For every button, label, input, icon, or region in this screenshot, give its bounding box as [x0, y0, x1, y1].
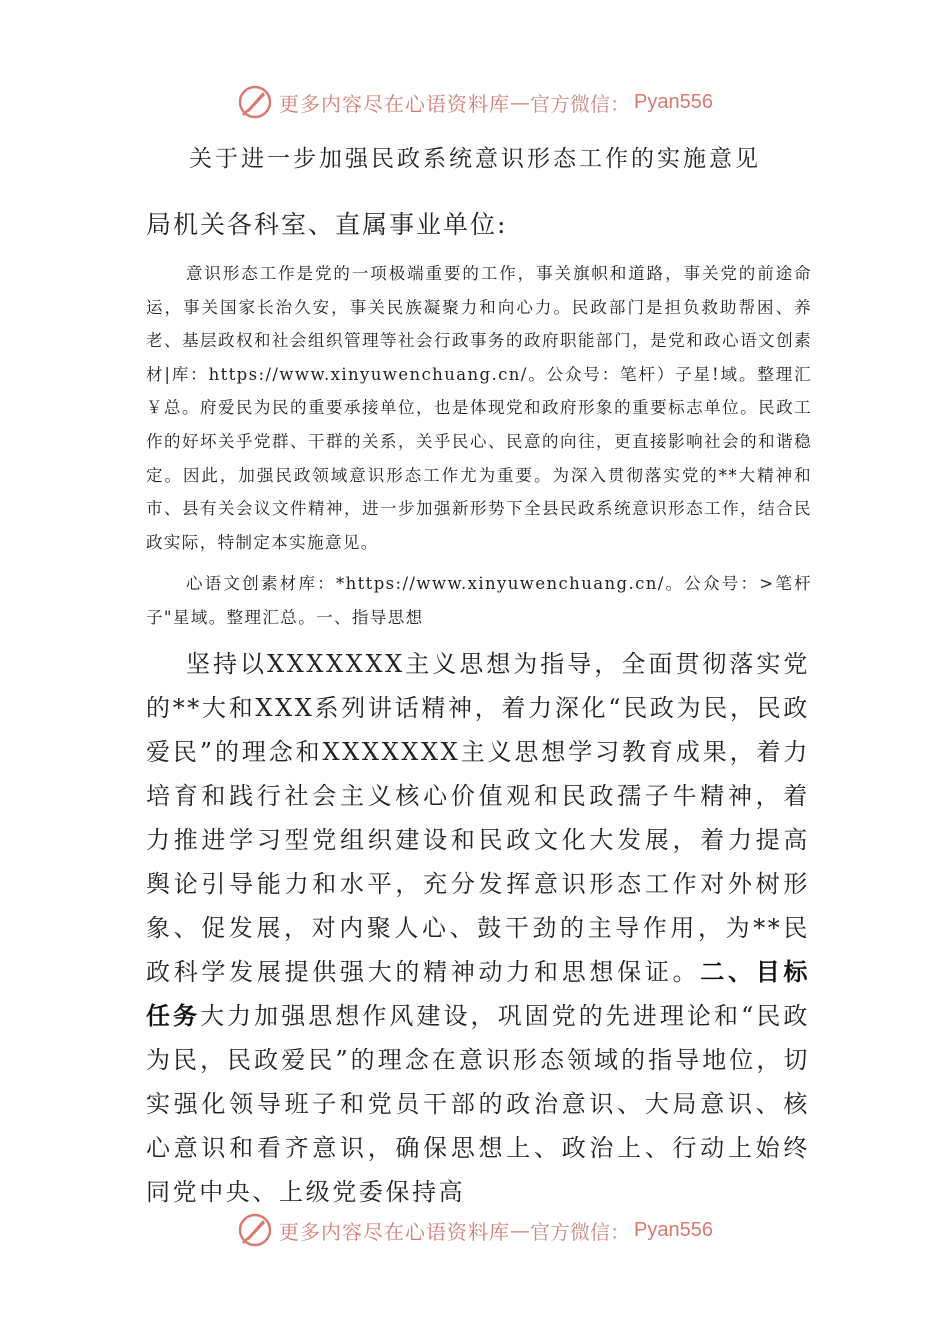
watermark-separator: —	[510, 1218, 531, 1242]
watermark-label: 官方微信：	[530, 1219, 631, 1244]
goals-text: 大力加强思想作风建设，巩固党的先进理论和“民政为民，民政爱民”的理念在意识形态领域的指导地位，切实强化领导班子和党员干部的政治意识、大局意识、核心意识和看齐意识，确保思想上、政治上、行动上始终同党中央、上级党委保持高	[146, 1002, 810, 1206]
paragraph-guiding-thought	[146, 642, 810, 1214]
paragraph-intro: 意识形态工作是党的一项极端重要的工作，事关旗帜和道路，事关党的前途命运，事关国家长治久安，事关民族凝聚力和向心力。民政部门是担负救助帮困、养老、基层政权和社会组织管理等社会行政事务的政府职能部门，是党和政心语文创素材|库：https://www.xinyuwenchuang.cn/。公众号：笔杆）子星!域。整理汇￥总。府爱民为民的重要承接单位，也是体现党和政府形象的重要标志单位。民政工作的好坏关乎党群、干群的关系，关乎民心、民意的向往，更直接影响社会的和谐稳定。因此，加强民政领域意识形态工作尤为重要。为深入贯彻落实党的**大精神和市、县有关会议文件精神，进一步加强新形势下全县民政系统意识形态工作，结合民政实际，特制定本实施意见。	[146, 264, 812, 552]
watermark-header	[0, 82, 950, 122]
section-heading-goals: 二、目标任务	[146, 957, 811, 1030]
watermark-separator: —	[510, 90, 531, 114]
salutation: 局机关各科室、直属事业单位:	[146, 210, 508, 239]
watermark-wechat-id: Pyan556	[634, 90, 713, 113]
quill-logo-icon	[237, 84, 273, 120]
paragraph-guiding-heading: 心语文创素材库：*https://www.xinyuwenchuang.cn/。公众号：>笔杆子"星域。整理汇总。一、指导思想	[146, 574, 812, 627]
watermark-label: 官方微信：	[530, 91, 631, 116]
watermark-footer	[0, 1210, 950, 1250]
guiding-thought-text: 坚持以XXXXXXX主义思想为指导，全面贯彻落实党的**大和XXX系列讲话精神，着力深化“民政为民，民政爱民”的理念和XXXXXXX主义思想学习教育成果，着力培育和践行社会主义核心价值观和民政孺子牛精神，着力推进学习型党组织建设和民政文化大发展，着力提高舆论引导能力和水平，充分发挥意识形态工作对外树形象、促发展，对内聚人心、鼓干劲的主导作用，为**民政科学发展提供强大的精神动力和思想保证。	[146, 650, 810, 986]
watermark-main-text: 更多内容尽在心语资料库	[279, 91, 511, 116]
watermark-main-text: 更多内容尽在心语资料库	[279, 1219, 511, 1244]
quill-logo-icon	[237, 1212, 273, 1248]
watermark-wechat-id: Pyan556	[634, 1218, 713, 1241]
document-title: 关于进一步加强民政系统意识形态工作的实施意见	[189, 146, 761, 172]
